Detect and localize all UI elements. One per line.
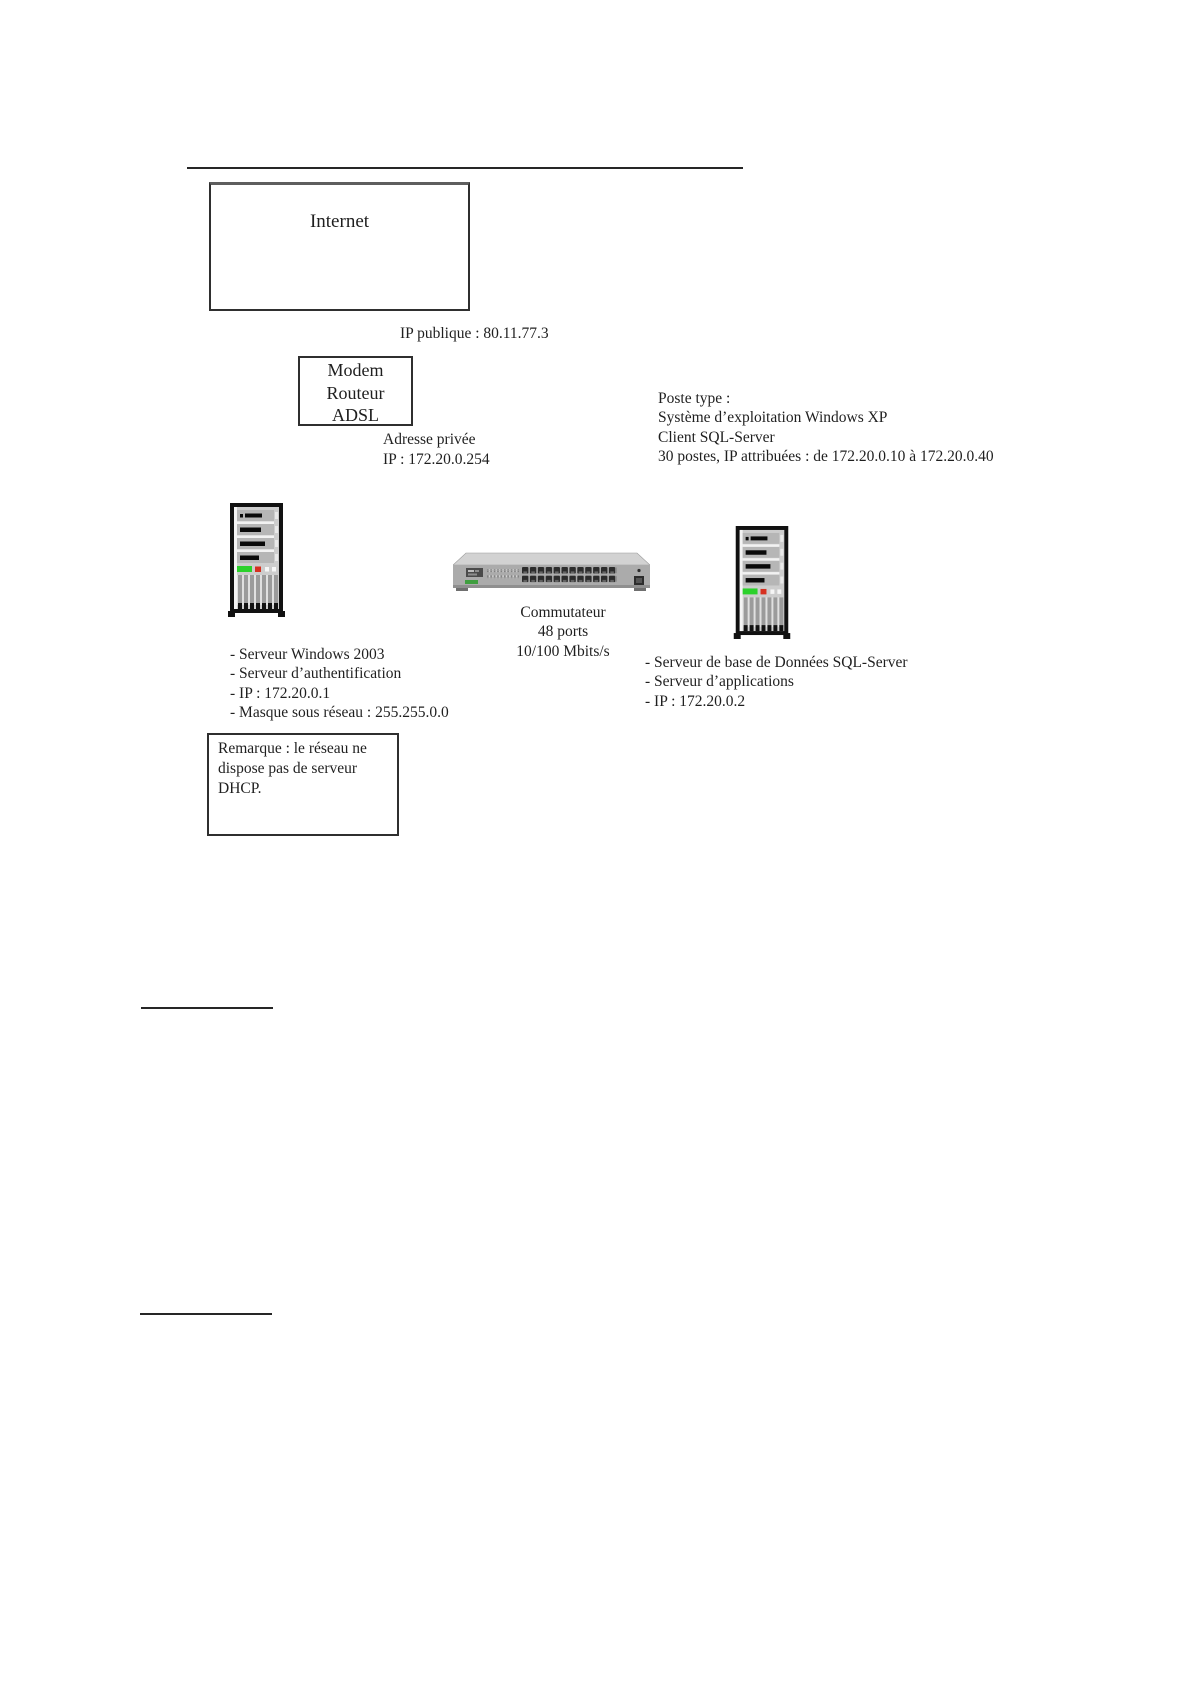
- server-right-info: [645, 653, 908, 711]
- workstations-info-line: Client SQL-Server: [658, 428, 775, 446]
- server-tower-icon: [732, 526, 792, 639]
- network-switch-icon: [453, 552, 650, 592]
- modem-router-box: [298, 356, 413, 426]
- remark-box: [207, 733, 399, 836]
- remark-line: DHCP.: [218, 780, 262, 797]
- top-rule: [187, 167, 743, 169]
- switch-status-led: [465, 580, 478, 584]
- modem-box-line: ADSL: [331, 405, 379, 425]
- public-ip-label: IP publique : 80.11.77.3: [400, 325, 549, 342]
- server-right-info-line: - IP : 172.20.0.2: [645, 692, 746, 710]
- private-address-line: Adresse privée: [383, 431, 476, 448]
- workstations-info-line: Système d’exploitation Windows XP: [658, 409, 888, 427]
- private-address-label: [383, 430, 490, 469]
- server-left-info-line: - IP : 172.20.0.1: [230, 684, 331, 702]
- section-rule: [141, 1007, 273, 1009]
- workstations-info-line: 30 postes, IP attribuées : de 172.20.0.10 à 172.20.0.40: [658, 448, 994, 466]
- switch-display: [466, 568, 483, 577]
- server-left-info-line: - Serveur d’authentification: [230, 665, 402, 683]
- remark-line: Remarque : le réseau ne: [218, 740, 367, 757]
- server-left-info-line: - Masque sous réseau : 255.255.0.0: [230, 704, 449, 722]
- switch-caption-line: 48 ports: [537, 623, 589, 641]
- server-tower-icon: [228, 503, 285, 617]
- server-left-info-line: - Serveur Windows 2003: [230, 646, 385, 663]
- modem-box-line: Routeur: [326, 382, 385, 403]
- internet-box: [209, 182, 470, 311]
- switch-caption: [463, 603, 663, 661]
- section-rule: [140, 1313, 272, 1315]
- private-address-line: IP : 172.20.0.254: [383, 450, 490, 468]
- workstations-info: [658, 389, 994, 467]
- server-left-info: [230, 645, 449, 723]
- switch-caption-line: 10/100 Mbits/s: [516, 642, 610, 660]
- internet-label: Internet: [309, 211, 370, 232]
- server-right-info-line: - Serveur de base de Données SQL-Server: [645, 654, 908, 671]
- workstations-info-line: Poste type :: [658, 390, 731, 407]
- remark-line: dispose pas de serveur: [218, 760, 358, 777]
- port-row-top: [522, 567, 617, 574]
- modem-box-line: Modem: [327, 360, 384, 380]
- port-row-bottom: [522, 576, 617, 583]
- switch-caption-line: Commutateur: [520, 604, 606, 621]
- server-right-info-line: - Serveur d’applications: [645, 673, 794, 691]
